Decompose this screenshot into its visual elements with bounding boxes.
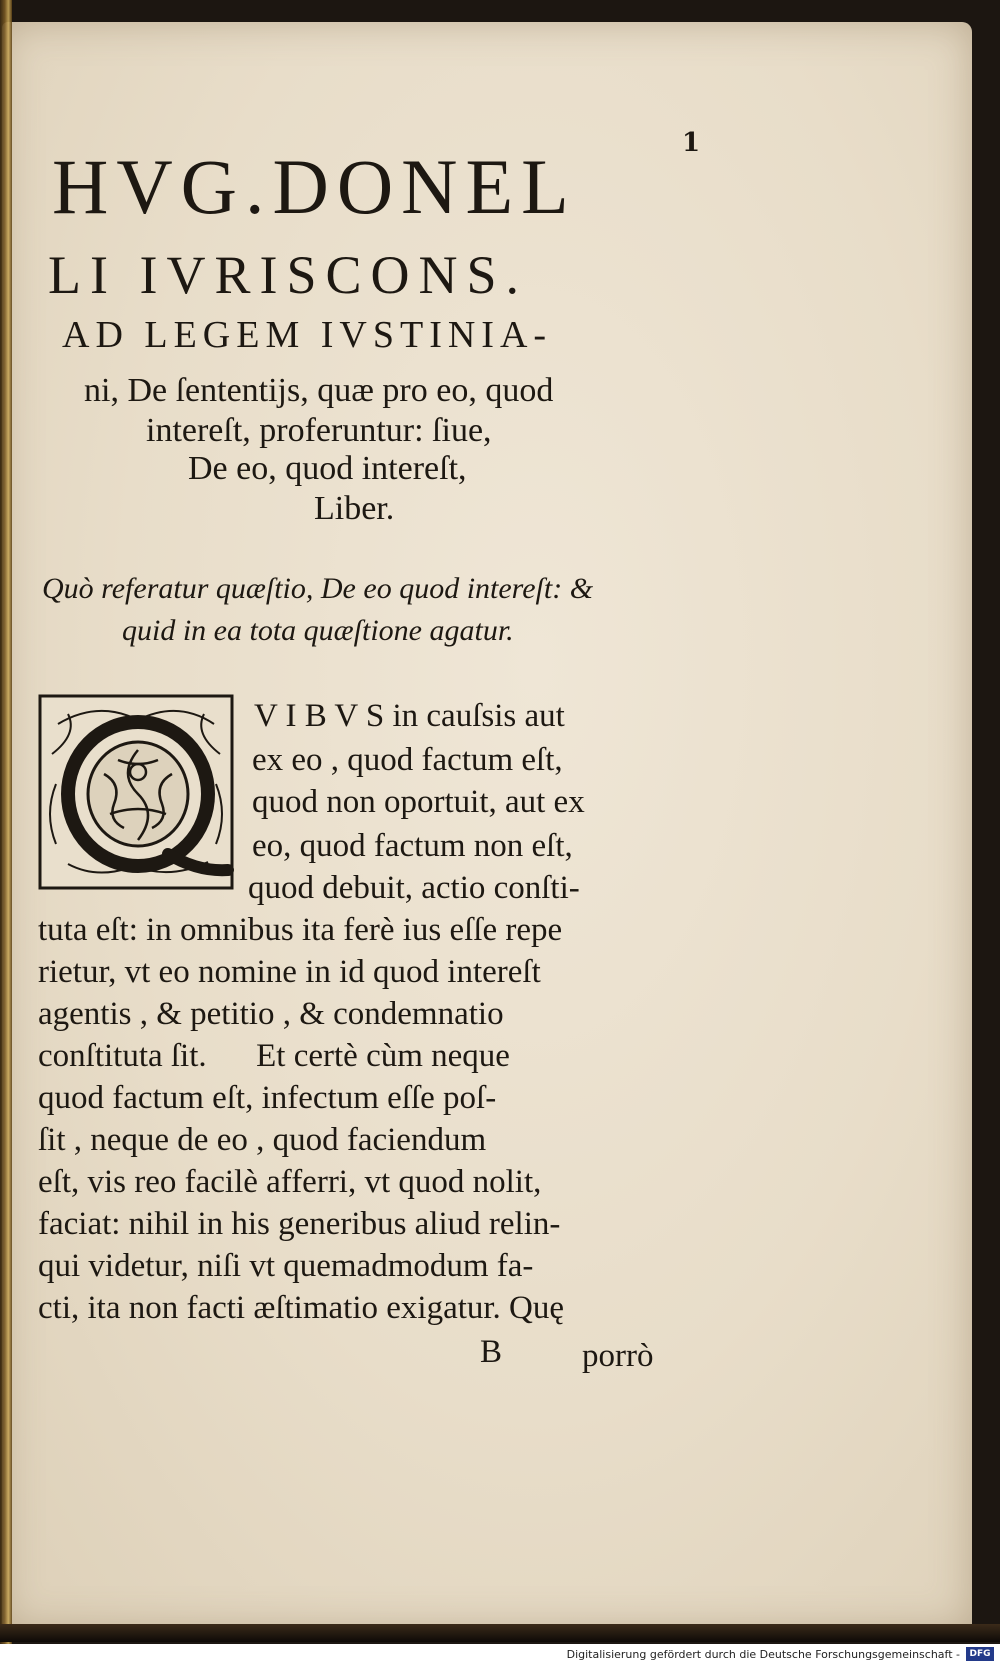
decorated-initial-q-image [38,694,234,890]
dfg-logo: DFG [966,1647,994,1661]
body-line-3: quod non oportuit, aut ex [252,784,585,820]
title-subject-line-5: Liber. [314,490,395,527]
body-line-11: ſit , neque de eo , quod faciendum [38,1122,487,1158]
title-subject-line-4: De eo, quod intereſt, [188,450,467,487]
body-line-1: V I B V S in cauſsis aut [254,698,565,734]
body-line-13: faciat: nihil in his generibus aliud relin- [38,1206,561,1242]
folio-number: 1 [682,128,701,158]
body-line-14: qui videtur, niſi vt quemadmodum fa- [38,1248,534,1284]
title-author-line-1: HVG.DONEL [52,143,577,230]
title-subject-line-1: AD LEGEM IVSTINIA- [62,314,553,356]
body-line-8: agentis , & petitio , & condemnatio [38,996,504,1032]
body-line-4: eo, quod factum non eſt, [252,828,573,864]
body-line-15: cti, ita non facti æſtimatio exigatur. Quę [38,1290,565,1326]
body-line-6: tuta eſt: in omnibus ita ferè ius eſſe repe [38,912,563,948]
book-binding-edge [0,0,12,1666]
title-author-line-2: LI IVRISCONS. [48,245,529,305]
catchword: porrò [582,1338,654,1374]
signature-mark: B [480,1334,503,1370]
page-bottom-edge [0,1624,1000,1642]
body-line-2: ex eo , quod factum eſt, [252,742,563,778]
title-subject-line-3: intereſt, proferuntur: ſiue, [146,412,492,449]
body-line-7: rietur, vt eo nomine in id quod intereſt [38,954,541,990]
body-line-9: conſtituta ſit. Et certè cùm neque [38,1038,510,1074]
body-line-12: eſt, vis reo facilè afferri, vt quod nolit, [38,1164,542,1200]
title-subject-line-2: ni, De ſententijs, quæ pro eo, quod [84,372,554,409]
footer-credit-text: Digitalisierung gefördert durch die Deutsche Forschungsgemeinschaft - [566,1648,960,1661]
body-line-10: quod factum eſt, infectum eſſe poſ- [38,1080,497,1116]
body-line-5: quod debuit, actio conſti- [248,870,580,906]
rubric-line-2: quid in ea tota quæſtione agatur. [122,614,514,647]
rubric-line-1: Quò referatur quæſtio, De eo quod intereſt: & [42,572,594,605]
